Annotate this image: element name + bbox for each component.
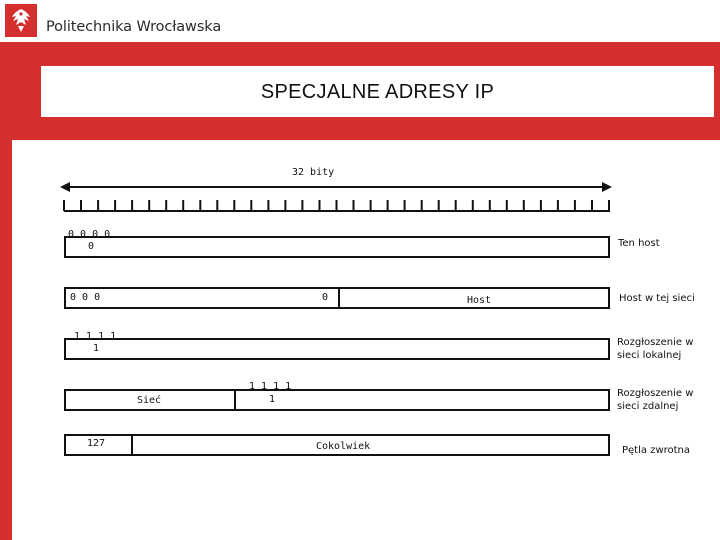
row-rozgloszenie-zdalne-description: Rozgłoszenie w sieci zdalnej xyxy=(617,388,694,412)
row-rozgloszenie-zdalne-network: Sieć xyxy=(137,395,162,406)
ruler-arrow-right-head xyxy=(602,182,612,192)
row-host-w-tej-sieci-host: Host xyxy=(467,295,492,306)
row-ten-host-bottom-bit: 0 xyxy=(88,241,95,252)
row-ten-host-field xyxy=(64,236,610,258)
row-host-w-tej-sieci-divider xyxy=(338,287,340,309)
row-host-w-tej-sieci-net-bits: 0 0 0 xyxy=(70,292,101,303)
row-host-w-tej-sieci-description: Host w tej sieci xyxy=(619,293,695,304)
row-rozgloszenie-zdalne-bottom-bit: 1 xyxy=(269,394,276,405)
row-petla-zwrotna-divider xyxy=(131,434,133,456)
row-rozgloszenie-zdalne-divider xyxy=(234,389,236,411)
row-rozgloszenie-lokalne-bottom-bit: 1 xyxy=(93,343,100,354)
row-petla-zwrotna-anything: Cokolwiek xyxy=(316,441,371,452)
row-petla-zwrotna-description: Pętla zwrotna xyxy=(622,445,691,456)
row-host-w-tej-sieci-field xyxy=(64,287,610,309)
ruler-label: 32 bity xyxy=(292,167,335,178)
ruler-ticks xyxy=(64,200,609,211)
ruler-arrow-left-head xyxy=(60,182,70,192)
row-host-w-tej-sieci-zero: 0 xyxy=(322,292,329,303)
row-rozgloszenie-zdalne-top-bits: 1 1 1 1 xyxy=(249,381,292,392)
row-rozgloszenie-lokalne-description: Rozgłoszenie w sieci lokalnej xyxy=(617,337,694,361)
slide-title: SPECJALNE ADRESY IP xyxy=(260,81,495,103)
row-petla-zwrotna-prefix: 127 xyxy=(87,438,106,449)
row-ten-host-description: Ten host xyxy=(618,238,660,249)
row-rozgloszenie-lokalne-top-bits: 1 1 1 1 xyxy=(74,331,117,342)
row-ten-host-top-bits: 0 0 0 0 xyxy=(68,229,111,240)
row-rozgloszenie-lokalne-field xyxy=(64,338,610,360)
university-name: Politechnika Wrocławska xyxy=(46,19,222,35)
